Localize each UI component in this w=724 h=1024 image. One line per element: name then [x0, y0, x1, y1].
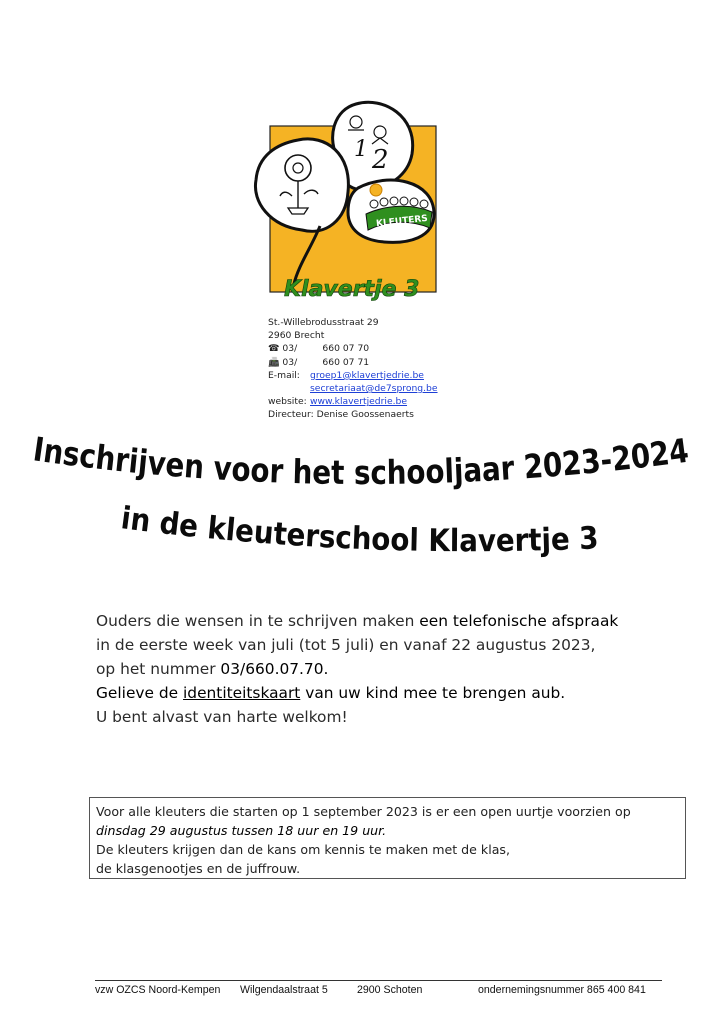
email-row — [268, 369, 528, 382]
body-line-2: in de eerste week van juli (tot 5 juli) en vanaf 22 augustus 2023, — [96, 636, 596, 654]
footer-divider — [95, 980, 662, 981]
website-row — [268, 395, 528, 408]
school-logo — [248, 96, 440, 302]
info-line-4: de klasgenootjes en de juffrouw. — [96, 861, 301, 876]
email-link-groep1[interactable]: groep1@klavertjedrie.be — [310, 369, 424, 381]
email-row-2 — [268, 382, 528, 395]
klavertje-logo-graphic — [248, 96, 440, 302]
footer-company-number: ondernemingsnummer 865 400 841 — [478, 984, 646, 996]
info-line-2-date: dinsdag 29 augustus tussen 18 uur en 19 uur. — [96, 823, 387, 838]
appointment-highlight: een telefonische afspraak — [419, 612, 619, 630]
kleuters-banner-text: KLEUTERS — [375, 213, 429, 230]
fax-icon: 📠 — [268, 356, 280, 368]
logo-number-1: 1 — [354, 137, 368, 162]
body-line-3: op het nummer 03/660.07.70. — [96, 660, 329, 678]
registration-info — [96, 609, 656, 729]
headline-line-2: in de kleuterschool Klavertje 3 — [118, 500, 602, 560]
email-label: E-mail: — [268, 369, 300, 381]
phone-row: ☎ 03/ 660 07 70 — [268, 343, 370, 355]
footer-city: 2900 Schoten — [357, 984, 423, 996]
fax-number: 660 07 71 — [322, 356, 370, 368]
logo-name: Klavertje 3 — [284, 277, 420, 302]
address-street: St.-Willebrodusstraat 29 — [268, 317, 379, 328]
info-line-3: De kleuters krijgen dan de kans om kennis te maken met de klas, — [96, 842, 510, 857]
sun-icon — [370, 184, 382, 196]
email-link-secretariaat[interactable]: secretariaat@de7sprong.be — [310, 383, 438, 395]
body-line-1: Ouders die wensen in te schrijven maken een telefonische afspraak — [96, 612, 619, 630]
phone-highlight: 03/660.07.70. — [220, 660, 329, 678]
body-line-5: U bent alvast van harte welkom! — [96, 708, 348, 726]
open-hour-box — [89, 797, 686, 879]
headline-line-1: Inschrijven voor het schooljaar 2023-2024 — [30, 429, 695, 493]
headline — [0, 430, 724, 580]
info-line-1: Voor alle kleuters die starten op 1 september 2023 is er een open uurtje voorzien op — [96, 804, 631, 819]
body-line-4: Gelieve de identiteitskaart van uw kind mee te brengen aub. — [96, 684, 566, 702]
logo-number-2: 2 — [372, 145, 389, 175]
id-card-highlight: identiteitskaart — [183, 684, 301, 702]
footer-org: vzw OZCS Noord-Kempen — [95, 984, 221, 996]
address-city: 2960 Brecht — [268, 330, 325, 342]
fax-row: 📠 03/ 660 07 71 — [268, 356, 370, 368]
leaf-left — [255, 139, 348, 231]
phone-number: 660 07 70 — [322, 343, 370, 355]
contact-block — [268, 316, 528, 422]
website-link[interactable]: www.klavertjedrie.be — [310, 396, 408, 408]
director: Directeur: Denise Goossenaerts — [268, 409, 414, 421]
website-label: website: — [268, 396, 307, 408]
phone-icon: ☎ — [268, 343, 280, 355]
footer-street: Wilgendaalstraat 5 — [240, 984, 328, 996]
